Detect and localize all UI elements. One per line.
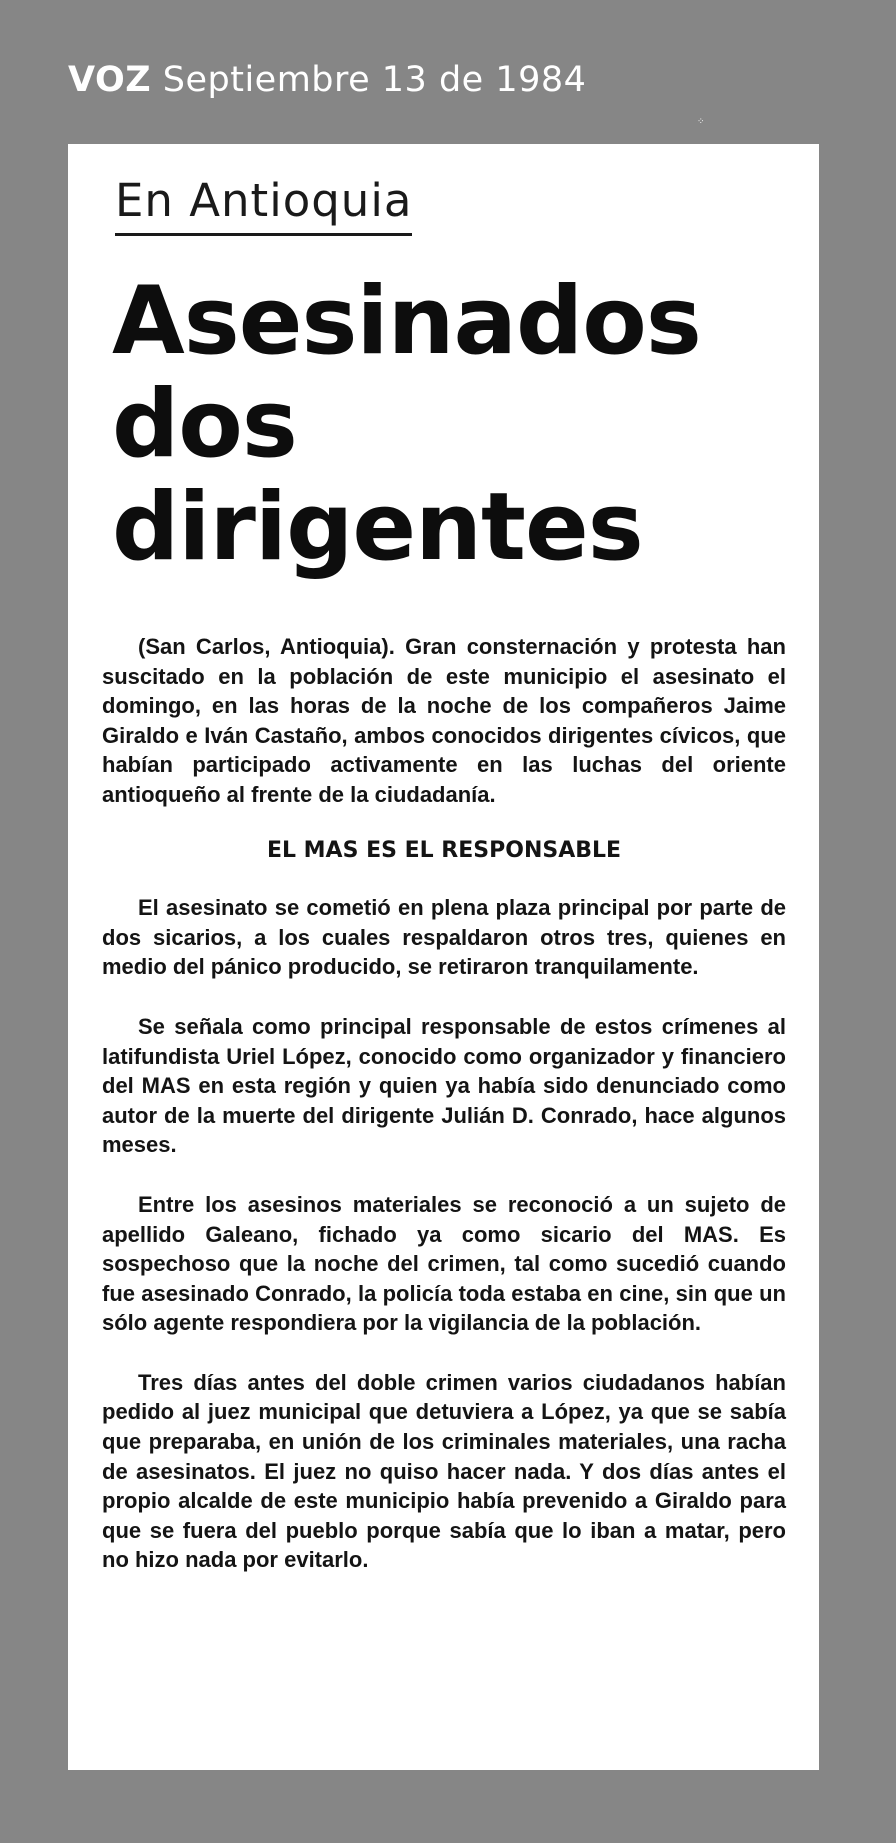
article-paragraph-4: Entre los asesinos materiales se reconoció a un sujeto de apellido Galeano, fichado ya como sicario del MAS. Es sospechoso que la noche del crimen, tal como sucedió cuando fue asesinado Conrado, la policía toda estaba en cine, sin que un sólo agente respondiera por la vigilancia de la población. [102, 1191, 786, 1336]
publication-name: VOZ [68, 60, 152, 100]
headline-line-3: dirigentes [112, 473, 643, 582]
newspaper-clipping [68, 144, 819, 1770]
article-headline [112, 267, 792, 582]
section-kicker: En Antioquia [115, 174, 412, 236]
article-paragraph-5: Tres días antes del doble crimen varios ciudadanos habían pedido al juez municipal que detuviera a López, ya que se sabía que preparaba, en unión de los criminales materiales, una racha de asesinatos. El juez no quiso hacer nada. Y dos días antes el propio alcalde de este municipio había prevenido a Giraldo para que se fuera del pueblo porque sabía que lo iban a matar, pero no hizo nada por evitarlo. [102, 1369, 786, 1573]
masthead [68, 60, 586, 100]
article-body [102, 632, 786, 1575]
publication-date: Septiembre 13 de 1984 [162, 60, 587, 100]
headline-line-2: dos [112, 370, 297, 479]
article-paragraph-3: Se señala como principal responsable de estos crímenes al latifundista Uriel López, conocido como organizador y financiero del MAS en esta región y quien ya había sido denunciado como autor de la muerte del dirigente Julián D. Conrado, hace algunos meses. [102, 1013, 786, 1158]
article-subheading: EL MAS ES EL RESPONSABLE [266, 837, 622, 863]
headline-line-1: Asesinados [112, 267, 701, 376]
article-paragraph-1: (San Carlos, Antioquia). Gran consternación y protesta han suscitado en la población de este municipio el asesinato el domingo, en las horas de la noche de los compañeros Jaime Giraldo e Iván Castaño, ambos conocidos dirigentes cívicos, que habían participado activamente en las luchas del oriente antioqueño al frente de la ciudadanía. [102, 634, 786, 807]
scan-speck: ⁘ [697, 116, 705, 126]
article-paragraph-2: El asesinato se cometió en plena plaza principal por parte de dos sicarios, a los cuales respaldaron otros tres, quienes en medio del pánico producido, se retiraron tranquilamente. [102, 895, 786, 980]
